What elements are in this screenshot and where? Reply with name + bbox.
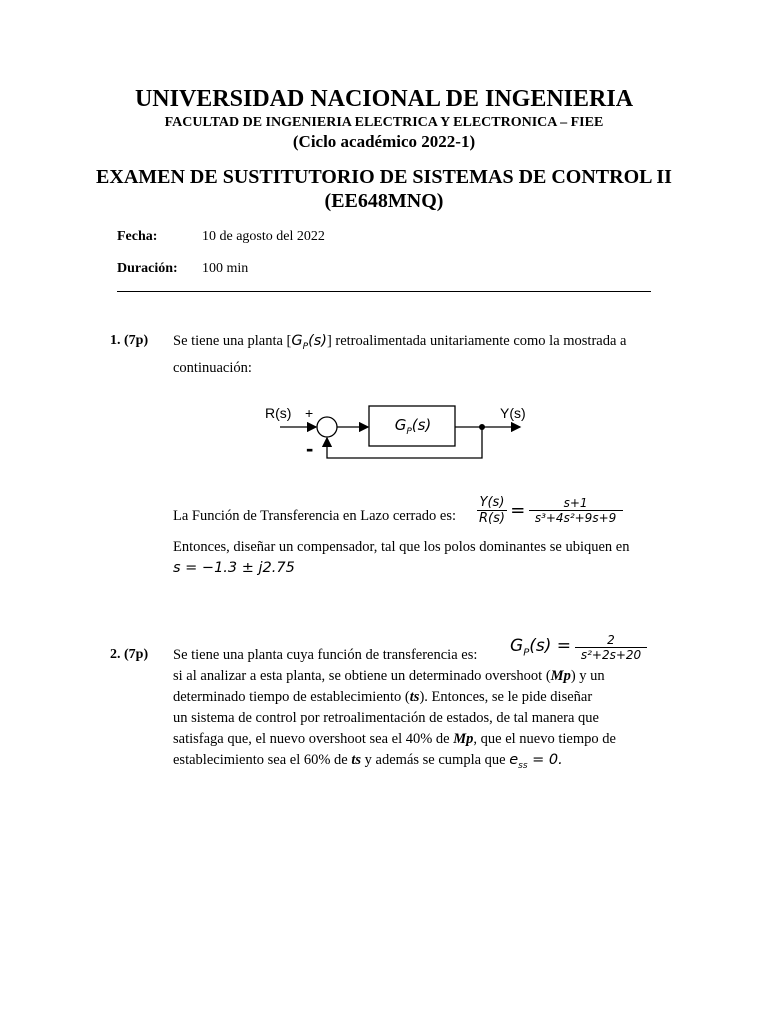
plus-sign: + — [305, 405, 314, 421]
ess-condition: $e_{ss} = 0$. — [509, 752, 563, 771]
plant-block-label: $G_P(s)$ — [394, 416, 432, 437]
academic-cycle: (Ciclo académico 2022-1) — [292, 132, 476, 151]
date-value: 10 de agosto del 2022 — [202, 229, 325, 244]
plant-tf-q2: $G_P(s)$ = $\frac{2}{\text{s²+2s+20}}$ — [510, 633, 647, 662]
separator-line — [117, 291, 651, 292]
date-label: Fecha: — [117, 229, 158, 244]
university-title: UNIVERSIDAD NACIONAL DE INGENIERIA — [134, 86, 634, 112]
input-label: R(s) — [265, 405, 292, 421]
summing-junction — [317, 417, 337, 437]
course-code: (EE648MNQ) — [324, 190, 444, 212]
closed-loop-tf-text: La Función de Transferencia en Lazo cerrado es: — [173, 508, 457, 524]
faculty-title: FACULTAD DE INGENIERIA ELECTRICA Y ELECTRONICA – FIEE — [164, 115, 604, 130]
exam-title: EXAMEN DE SUSTITUTORIO DE SISTEMAS DE CONTROL II — [96, 166, 672, 188]
question-1-intro: Se tiene una planta $[G_P(s)]$ retroalimentada unitariamente como la mostrada a continuación: — [173, 333, 627, 376]
question-2-number: 2. (7p) — [110, 647, 149, 662]
question-2-body: si al analizar a esta planta, se obtiene un determinado overshoot (Mp) y un determinado tiempo de establecimiento (ts). Entonces, se le pide diseñar un sistema de control por retroalimentación de estados, de tal manera que satisfaga que, el nuevo overshoot sea el 40% de Mp, que el nuevo tiempo de establecimiento sea el 60% de ts y además se cumpla que $e_{ss} = 0$. — [173, 668, 616, 771]
output-label: Y(s) — [500, 405, 526, 421]
minus-sign: - — [306, 436, 314, 461]
duration-value: 100 min — [202, 261, 249, 276]
question-1-task: Entonces, diseñar un compensador, tal que los polos dominantes se ubiquen en s = −1.3 ± j2.75 — [173, 539, 630, 576]
duration-label: Duración: — [117, 261, 178, 276]
closed-loop-tf: $\frac{Y(s)}{R(s)}$ = $\frac{s+1}{\text{s³+4s²+9s+9}}$ — [477, 495, 623, 526]
question-2-intro: Se tiene una planta cuya función de transferencia es: — [173, 647, 478, 663]
question-1-number: 1. (7p) — [110, 333, 149, 348]
